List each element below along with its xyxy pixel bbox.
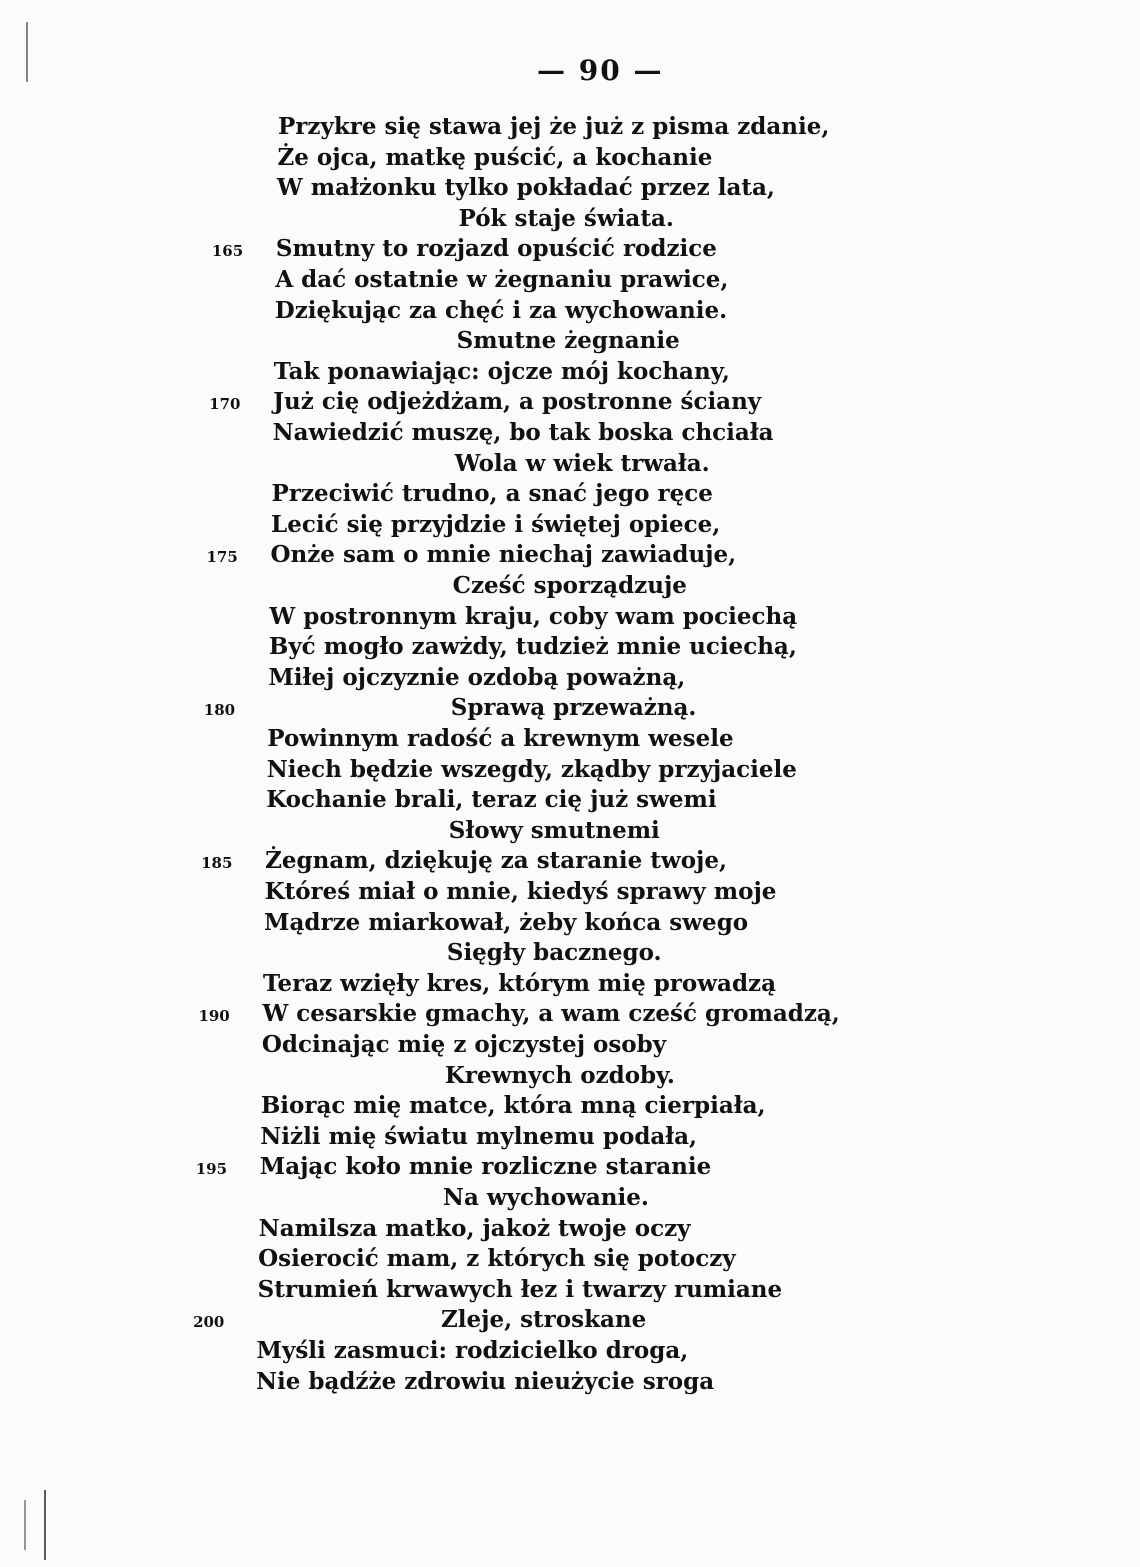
poem-line: Żegnam, dziękuję za staranie twoje,: [265, 847, 728, 875]
poem-refrain-line: Sprawą przeważną.: [450, 694, 697, 722]
page-number: — 90 —: [537, 54, 664, 87]
poem-line: Osierocić mam, z których się potoczy: [258, 1245, 736, 1273]
poem-line: Przeciwić trudno, a snać jego ręce: [271, 480, 713, 508]
poem-line: Smutny to rozjazd opuścić rodzice: [275, 235, 717, 263]
poem-line: Lecić się przyjdzie i świętej opiece,: [271, 510, 721, 538]
poem-line: Onże sam o mnie niechaj zawiaduje,: [270, 541, 737, 569]
poem-line: Biorąc mię matce, która mną cierpiała,: [260, 1092, 766, 1120]
line-number: 180: [203, 701, 236, 720]
poem-line: W małżonku tylko pokładać przez lata,: [276, 174, 775, 202]
line-number: 195: [195, 1160, 228, 1179]
poem-line: Myśli zasmuci: rodzicielko droga,: [256, 1337, 689, 1364]
poem-line: W postronnym kraju, coby wam pociechą: [269, 602, 798, 630]
scan-edge-mark: [24, 1500, 26, 1550]
scan-edge-mark: [26, 22, 28, 82]
poem-line: Przykre się stawa jej że już z pisma zdanie,: [278, 113, 830, 140]
poem-line: Namilsza matko, jakoż twoje oczy: [258, 1214, 691, 1242]
poem-line: Któreś miał o mnie, kiedyś sprawy moje: [264, 878, 777, 905]
poem-line: Mądrze miarkował, żeby końca swego: [264, 908, 749, 936]
poem-line: A dać ostatnie w żegnaniu prawice,: [275, 266, 729, 293]
poem-refrain-line: Pók staje świata.: [458, 204, 674, 232]
poem-refrain-line: Słowy smutnemi: [448, 816, 660, 844]
poem-refrain-line: Cześć sporządzuje: [452, 572, 687, 599]
poem-line: Powinnym radość a krewnym wesele: [267, 725, 734, 752]
scan-edge-mark: [44, 1490, 46, 1560]
line-number: 165: [211, 242, 244, 261]
poem-line: Tak ponawiając: ojcze mój kochany,: [273, 357, 730, 385]
poem-line: Kochanie brali, teraz cię już swemi: [266, 786, 717, 814]
poem-line: Miłej ojczyznie ozdobą poważną,: [268, 663, 686, 691]
poem-line: Strumień krwawych łez i twarzy rumiane: [257, 1275, 783, 1303]
poem-line: Niech będzie wszegdy, zkądby przyjaciele: [266, 755, 797, 783]
line-number: 185: [201, 854, 233, 873]
poem-refrain-line: Wola w wiek trwała.: [454, 449, 710, 477]
poem-refrain-line: Na wychowanie.: [442, 1184, 649, 1211]
poem-line: W cesarskie gmachy, a wam cześć gromadzą,: [262, 1000, 840, 1028]
poem-line: Niżli mię światu mylnemu podała,: [260, 1122, 698, 1150]
poem-refrain-line: Zleje, stroskane: [440, 1306, 647, 1334]
line-number: 170: [209, 395, 241, 414]
poem-line: Dziękując za chęć i za wychowanie.: [274, 296, 728, 324]
line-number: 200: [193, 1313, 225, 1332]
poem-line: Być mogło zawżdy, tudzież mnie uciechą,: [268, 633, 797, 661]
poem-line: Odcinając mię z ojczystej osoby: [261, 1031, 667, 1058]
poem-refrain-line: Smutne żegnanie: [456, 327, 680, 355]
poem-line: Że ojca, matkę puścić, a kochanie: [277, 143, 713, 171]
poem-line: Nawiedzić muszę, bo tak boska chciała: [272, 419, 774, 446]
poem-line: Mając koło mnie rozliczne staranie: [259, 1153, 712, 1181]
line-number: 190: [198, 1007, 230, 1026]
poem-line: Już cię odjeżdżam, a postronne ściany: [273, 388, 762, 416]
poem-line: Nie bądźże zdrowiu nieużycie sroga: [256, 1367, 715, 1395]
line-number: 175: [206, 548, 238, 567]
poem-refrain-line: Krewnych ozdoby.: [444, 1061, 675, 1089]
poem-line: Teraz wzięły kres, którym mię prowadzą: [262, 969, 776, 997]
poem-refrain-line: Sięgły bacznego.: [446, 939, 662, 967]
